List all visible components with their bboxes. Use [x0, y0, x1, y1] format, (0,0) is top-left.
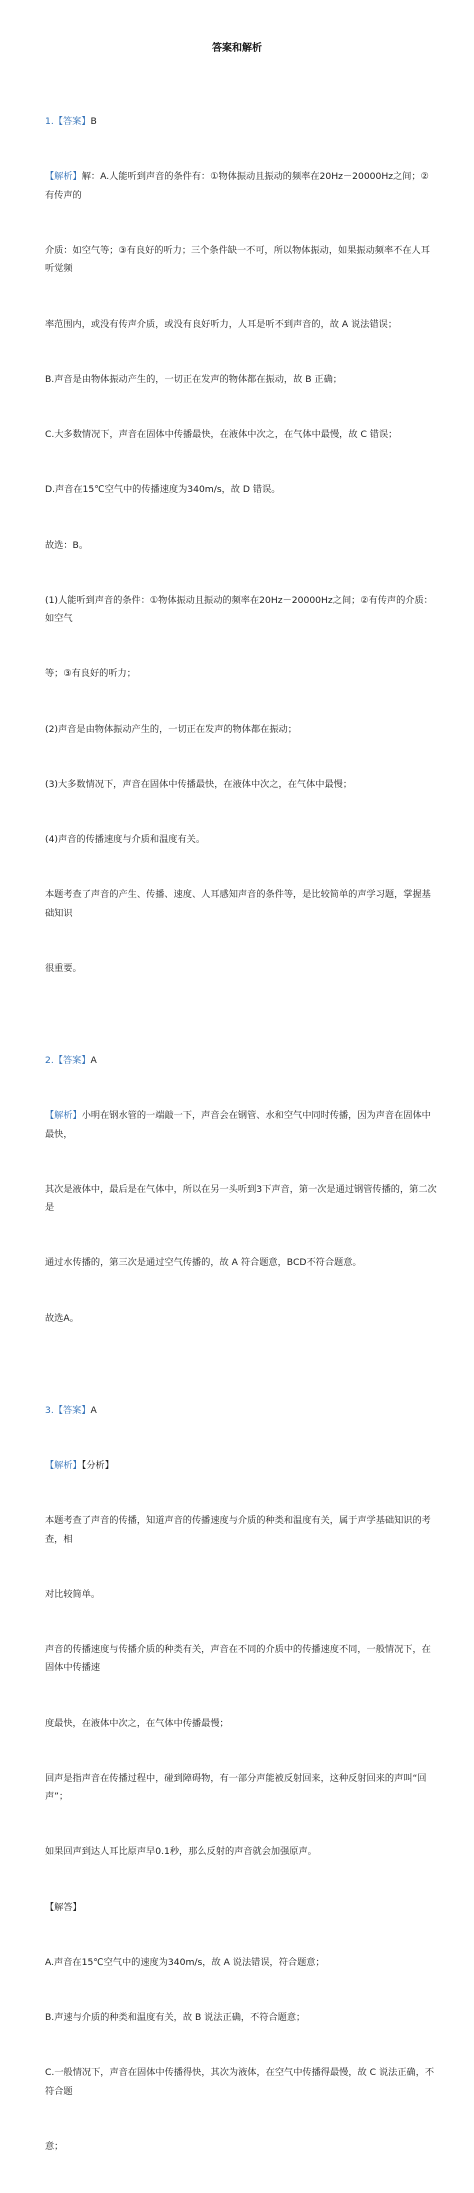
- q3-fenxi-tag: 【分析】: [81, 1459, 114, 1471]
- q1-answer: B: [90, 116, 97, 128]
- q2-line: 故选A。: [45, 1312, 79, 1324]
- q3-answer: A: [90, 1404, 97, 1416]
- q2-line: 【解析】小明在钢水管的一端敲一下，声音会在钢管、水和空气中同时传播，因为声音在固体中最快，: [45, 1110, 431, 1140]
- q1-line: C.大多数情况下，声音在固体中传播最快，在液体中次之，在气体中最慢，故 C 错误；: [45, 429, 398, 441]
- q3-line: 本题考查了声音的传播，知道声音的传播速度与介质的种类和温度有关，属于声学基础知识的考查，相: [45, 1515, 431, 1545]
- q1-answer-line: [45, 113, 437, 131]
- q3-line: 意；: [45, 2140, 64, 2152]
- q3-line: 度最快，在液体中次之，在气体中传播最慢；: [45, 1717, 229, 1729]
- q1-line: 很重要。: [45, 962, 82, 974]
- q2-answer-tag: 【答案】: [53, 1054, 91, 1066]
- q3-line: A.声音在15℃空气中的速度为340m/s，故 A 说法错误，符合题意；: [45, 1956, 325, 1968]
- q3-answer-line: [45, 1402, 437, 1420]
- q2-answer: A: [90, 1054, 97, 1066]
- q1-line: 介质：如空气等；③有良好的听力；三个条件缺一不可，所以物体振动，如果振动频率不在人耳听觉频: [45, 245, 430, 275]
- q2-answer-line: [45, 1052, 437, 1070]
- q3-line: 声音的传播速度与传播介质的种类有关，声音在不同的介质中的传播速度不同，一般情况下，在固体中传播速: [45, 1643, 431, 1674]
- q1-line: 故选：B。: [45, 539, 89, 551]
- answer-body: [45, 58, 437, 2193]
- q2-line: 其次是液体中，最后是在气体中，所以在另一头听到3下声音，第一次是通过钢管传播的，第二次是: [45, 1183, 437, 1214]
- q2-number: 2.: [45, 1054, 54, 1066]
- q1-line: (3)大多数情况下，声音在固体中传播最快，在液体中次之，在气体中最慢；: [45, 778, 353, 790]
- q3-line: 回声是指声音在传播过程中，碰到障碍物，有一部分声能被反射回来，这种反射回来的声叫“回声”；: [45, 1772, 427, 1803]
- page-title: 答案和解析: [212, 43, 262, 54]
- q1-line: D.声音在15℃空气中的传播速度为340m/s，故 D 错误。: [45, 484, 281, 496]
- q1-line: 率范围内，或没有传声介质，或没有良好听力，人耳是听不到声音的，故 A 说法错误；: [45, 318, 398, 330]
- q2-line: 通过水传播的，第三次是通过空气传播的，故 A 符合题意，BCD不符合题意。: [45, 1257, 362, 1269]
- q1-answer-tag: 【答案】: [53, 116, 91, 128]
- q3-line: 对比较简单。: [45, 1588, 101, 1600]
- q3-line: B.声速与介质的种类和温度有关，故 B 说法正确，不符合题意；: [45, 2012, 306, 2024]
- q2-analysis-tag: 【解析】: [45, 1110, 82, 1122]
- q1-line: (4)声音的传播速度与介质和温度有关。: [45, 834, 206, 846]
- q1-number: 1.: [45, 116, 54, 128]
- q3-answer-tag: 【答案】: [53, 1404, 91, 1416]
- q1-line: 本题考查了声音的产生、传播、速度、人耳感知声音的条件等，是比较简单的声学习题，掌握基础知识: [45, 889, 431, 919]
- q1-line: B.声音是由物体振动产生的，一切正在发声的物体都在振动，故 B 正确；: [45, 373, 342, 385]
- q1-line: 等；③有良好的听力；: [45, 668, 136, 680]
- q3-line: 【解答】: [45, 1901, 82, 1913]
- q1-line: (1)人能听到声音的条件：①物体振动且振动的频率在20Hz－20000Hz之间；②有传声的介质：如空气: [45, 594, 433, 625]
- q3-line: 如果回声到达人耳比原声早0.1秒，那么反射的声音就会加强原声。: [45, 1846, 317, 1858]
- q3-analysis-tag: 【解析】: [45, 1459, 82, 1471]
- q1-line: 【解析】解：A.人能听到声音的条件有：①物体振动且振动的频率在20Hz－20000Hz之间；②有传声的: [45, 171, 429, 201]
- q3-number: 3.: [45, 1404, 54, 1416]
- q1-analysis-tag: 【解析】: [45, 171, 82, 183]
- q3-analysis-line: [45, 1457, 437, 1475]
- q3-line: C.一般情况下，声音在固体中传播得快，其次为液体，在空气中传播得最慢，故 C 说法正确，不符合题: [45, 2067, 435, 2097]
- q1-line: (2)声音是由物体振动产生的，一切正在发声的物体都在振动；: [45, 723, 297, 735]
